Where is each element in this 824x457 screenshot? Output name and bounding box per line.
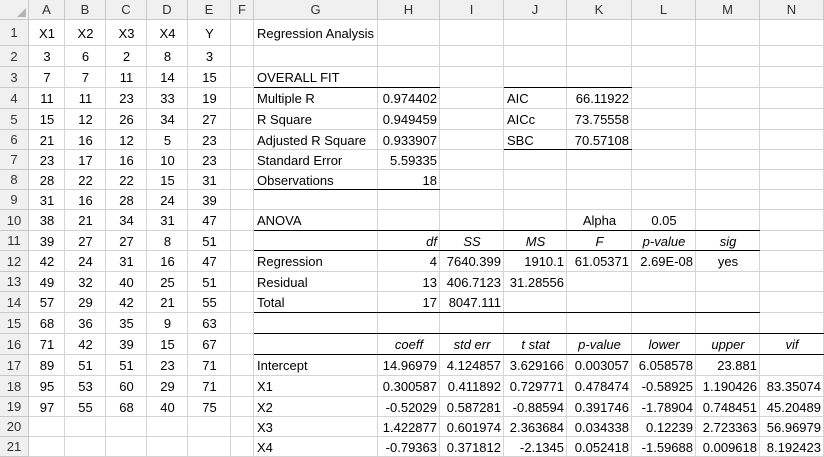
cell-L11[interactable]: p-value (642, 234, 686, 249)
cell-G7[interactable]: Standard Error (257, 153, 343, 168)
cell-C1[interactable]: X3 (118, 26, 135, 41)
column-header-H[interactable]: H (378, 0, 440, 20)
cell-B5[interactable]: 12 (78, 112, 93, 127)
row-header-1[interactable]: 1 (0, 20, 29, 46)
cell-K6[interactable]: 70.57108 (574, 133, 629, 148)
column-header-E[interactable]: E (188, 0, 231, 20)
row-header-19[interactable]: 19 (0, 397, 29, 417)
cell-B15[interactable]: 36 (78, 316, 93, 331)
row-header-7[interactable]: 7 (0, 150, 29, 170)
cell-B16[interactable]: 42 (78, 337, 93, 352)
cell-K10[interactable]: Alpha (582, 213, 617, 228)
cell-B7[interactable]: 17 (78, 153, 93, 168)
cell-N20[interactable]: 56.96979 (766, 420, 821, 435)
cell-J18[interactable]: 0.729771 (509, 379, 564, 394)
cell-J6[interactable]: SBC (507, 133, 534, 148)
column-header-N[interactable]: N (760, 0, 824, 20)
cell-I14[interactable]: 8047.111 (448, 295, 501, 310)
cell-D19[interactable]: 40 (160, 400, 175, 415)
cell-J13[interactable]: 31.28556 (509, 275, 564, 290)
row-header-16[interactable]: 16 (0, 334, 29, 355)
cell-B14[interactable]: 29 (78, 295, 93, 310)
row-header-10[interactable]: 10 (0, 210, 29, 231)
row-header-14[interactable]: 14 (0, 292, 29, 313)
cell-H19[interactable]: -0.52029 (385, 400, 437, 415)
cell-H6[interactable]: 0.933907 (382, 133, 437, 148)
cell-N18[interactable]: 83.35074 (766, 379, 821, 394)
cell-E7[interactable]: 23 (202, 153, 217, 168)
cell-B19[interactable]: 55 (78, 400, 93, 415)
cell-D11[interactable]: 8 (163, 234, 172, 249)
cell-B12[interactable]: 24 (78, 254, 93, 269)
cell-C3[interactable]: 11 (119, 70, 134, 85)
cell-A5[interactable]: 15 (39, 112, 55, 127)
cell-E12[interactable]: 47 (202, 254, 217, 269)
cell-M19[interactable]: 0.748451 (702, 400, 757, 415)
cell-E6[interactable]: 23 (202, 133, 217, 148)
cell-M17[interactable]: 23.881 (717, 358, 757, 373)
cell-H16[interactable]: coeff (394, 337, 424, 352)
row-header-18[interactable]: 18 (0, 376, 29, 397)
cell-G19[interactable]: X2 (257, 400, 273, 415)
cell-C10[interactable]: 34 (119, 213, 134, 228)
cell-K4[interactable]: 66.11922 (575, 91, 629, 106)
row-header-21[interactable]: 21 (0, 437, 29, 457)
cell-J19[interactable]: -0.88594 (512, 400, 564, 415)
cell-D17[interactable]: 23 (160, 358, 175, 373)
column-header-I[interactable]: I (440, 0, 504, 20)
cell-C15[interactable]: 35 (119, 316, 134, 331)
row-header-12[interactable]: 12 (0, 251, 29, 272)
cell-M16[interactable]: upper (711, 337, 745, 352)
cell-C2[interactable]: 2 (122, 49, 131, 64)
cell-I13[interactable]: 406.7123 (446, 275, 501, 290)
column-header-L[interactable]: L (632, 0, 696, 20)
row-header-11[interactable]: 11 (0, 231, 29, 251)
cell-C12[interactable]: 31 (119, 254, 134, 269)
cell-I21[interactable]: 0.371812 (446, 440, 501, 455)
cell-K17[interactable]: 0.003057 (574, 358, 629, 373)
cell-I11[interactable]: SS (463, 234, 481, 249)
cell-A3[interactable]: 7 (43, 70, 51, 85)
cell-C18[interactable]: 60 (119, 379, 134, 394)
cell-K20[interactable]: 0.034338 (574, 420, 629, 435)
cell-D6[interactable]: 5 (163, 133, 172, 148)
cell-G21[interactable]: X4 (257, 440, 273, 455)
cell-E17[interactable]: 71 (202, 358, 217, 373)
cell-E11[interactable]: 51 (202, 234, 217, 249)
cell-B3[interactable]: 7 (81, 70, 90, 85)
cell-E10[interactable]: 47 (202, 213, 217, 228)
cell-B13[interactable]: 32 (78, 275, 93, 290)
cell-E5[interactable]: 27 (202, 112, 217, 127)
cell-C17[interactable]: 51 (119, 358, 134, 373)
cell-M20[interactable]: 2.723363 (702, 420, 757, 435)
cell-D9[interactable]: 24 (160, 193, 175, 208)
cell-N19[interactable]: 45.20489 (766, 400, 821, 415)
cell-H21[interactable]: -0.79363 (385, 440, 437, 455)
cell-L20[interactable]: 0.12239 (646, 420, 693, 435)
cell-G4[interactable]: Multiple R (257, 91, 315, 106)
cell-E8[interactable]: 31 (202, 173, 217, 188)
row-header-9[interactable]: 9 (0, 190, 29, 210)
cell-C14[interactable]: 42 (119, 295, 134, 310)
cell-B10[interactable]: 21 (78, 213, 93, 228)
cell-G20[interactable]: X3 (257, 420, 273, 435)
cell-E3[interactable]: 15 (202, 70, 217, 85)
cell-A19[interactable]: 97 (39, 400, 55, 415)
cell-H20[interactable]: 1.422877 (382, 420, 437, 435)
cell-L10[interactable]: 0.05 (651, 213, 677, 228)
cell-C9[interactable]: 28 (119, 193, 134, 208)
cell-B11[interactable]: 27 (78, 234, 93, 249)
column-header-B[interactable]: B (65, 0, 106, 20)
column-header-J[interactable]: J (504, 0, 567, 20)
cell-G8[interactable]: Observations (257, 173, 334, 188)
cell-E2[interactable]: 3 (205, 49, 214, 64)
cell-D4[interactable]: 33 (160, 91, 175, 106)
cell-E9[interactable]: 39 (202, 193, 217, 208)
cell-D1[interactable]: X4 (159, 26, 176, 41)
cell-A18[interactable]: 95 (39, 379, 55, 394)
cell-L12[interactable]: 2.69E-08 (640, 254, 693, 269)
cell-J16[interactable]: t stat (521, 337, 550, 352)
cell-I17[interactable]: 4.124857 (446, 358, 501, 373)
cell-E15[interactable]: 63 (202, 316, 217, 331)
cell-A14[interactable]: 57 (39, 295, 55, 310)
cell-G12[interactable]: Regression (257, 254, 323, 269)
row-header-5[interactable]: 5 (0, 109, 29, 130)
cell-G10[interactable]: ANOVA (257, 213, 302, 228)
cell-D3[interactable]: 14 (160, 70, 175, 85)
cell-H4[interactable]: 0.974402 (382, 91, 437, 106)
cell-N21[interactable]: 8.192423 (766, 440, 821, 455)
cell-B2[interactable]: 6 (81, 49, 90, 64)
cell-D18[interactable]: 29 (160, 379, 175, 394)
cell-M11[interactable]: sig (719, 234, 737, 249)
row-header-2[interactable]: 2 (0, 46, 29, 67)
cell-D14[interactable]: 21 (160, 295, 175, 310)
cell-H8[interactable]: 18 (422, 173, 437, 188)
row-header-4[interactable]: 4 (0, 88, 29, 109)
cell-C13[interactable]: 40 (119, 275, 134, 290)
cell-A4[interactable]: 11 (40, 91, 54, 106)
cell-B9[interactable]: 16 (78, 193, 93, 208)
cell-E14[interactable]: 55 (202, 295, 217, 310)
cell-H18[interactable]: 0.300587 (382, 379, 437, 394)
row-header-13[interactable]: 13 (0, 272, 29, 292)
cell-D16[interactable]: 15 (160, 337, 175, 352)
cell-L18[interactable]: -0.58925 (641, 379, 693, 394)
cell-B8[interactable]: 22 (78, 173, 93, 188)
cell-D2[interactable]: 8 (163, 49, 172, 64)
cell-H7[interactable]: 5.59335 (390, 153, 437, 168)
cell-D10[interactable]: 31 (160, 213, 175, 228)
cell-G13[interactable]: Residual (257, 275, 308, 290)
cell-I19[interactable]: 0.587281 (446, 400, 501, 415)
cell-E18[interactable]: 71 (202, 379, 217, 394)
cell-C19[interactable]: 68 (119, 400, 134, 415)
column-header-G[interactable]: G (254, 0, 378, 20)
cell-D13[interactable]: 25 (160, 275, 175, 290)
cell-B18[interactable]: 53 (78, 379, 93, 394)
cell-L21[interactable]: -1.59688 (641, 440, 693, 455)
cell-M12[interactable]: yes (717, 254, 739, 269)
row-header-6[interactable]: 6 (0, 130, 29, 150)
cell-L19[interactable]: -1.78904 (641, 400, 693, 415)
cell-C11[interactable]: 27 (119, 234, 134, 249)
cell-J4[interactable]: AIC (507, 91, 529, 106)
cell-H12[interactable]: 4 (429, 254, 437, 269)
cell-A7[interactable]: 23 (39, 153, 55, 168)
cell-E19[interactable]: 75 (202, 400, 217, 415)
row-header-15[interactable]: 15 (0, 313, 29, 334)
cell-A10[interactable]: 38 (39, 213, 55, 228)
cell-A13[interactable]: 49 (39, 275, 55, 290)
cell-K5[interactable]: 73.75558 (574, 112, 629, 127)
cell-K18[interactable]: 0.478474 (574, 379, 629, 394)
cell-K19[interactable]: 0.391746 (574, 400, 629, 415)
cell-A6[interactable]: 21 (39, 133, 55, 148)
cell-G1[interactable]: Regression Analysis (257, 26, 375, 41)
cell-L17[interactable]: 6.058578 (638, 358, 693, 373)
column-header-M[interactable]: M (696, 0, 760, 20)
cell-B17[interactable]: 51 (78, 358, 93, 373)
row-header-3[interactable]: 3 (0, 67, 29, 88)
cell-J21[interactable]: -2.1345 (519, 440, 564, 455)
cell-G5[interactable]: R Square (257, 112, 312, 127)
cell-K11[interactable]: F (595, 234, 604, 249)
column-header-C[interactable]: C (106, 0, 147, 20)
cell-G3[interactable]: OVERALL FIT (257, 70, 340, 85)
cell-N16[interactable]: vif (785, 337, 799, 352)
cell-C5[interactable]: 26 (119, 112, 134, 127)
select-all-corner[interactable] (0, 0, 29, 20)
cell-B4[interactable]: 11 (78, 91, 93, 106)
cell-E1[interactable]: Y (205, 26, 214, 41)
column-header-A[interactable]: A (29, 0, 65, 20)
cell-I12[interactable]: 7640.399 (446, 254, 501, 269)
cell-D8[interactable]: 15 (160, 173, 175, 188)
row-header-20[interactable]: 20 (0, 417, 29, 437)
cell-A1[interactable]: X1 (39, 26, 55, 41)
cell-I18[interactable]: 0.411892 (447, 379, 501, 394)
cell-J20[interactable]: 2.363684 (509, 420, 564, 435)
cell-H5[interactable]: 0.949459 (382, 112, 437, 127)
cell-A11[interactable]: 39 (39, 234, 55, 249)
cell-C8[interactable]: 22 (119, 173, 134, 188)
cell-M18[interactable]: 1.190426 (702, 379, 757, 394)
cell-D7[interactable]: 10 (160, 153, 175, 168)
cell-C6[interactable]: 12 (119, 133, 134, 148)
cell-K12[interactable]: 61.05371 (574, 254, 629, 269)
cell-D12[interactable]: 16 (160, 254, 175, 269)
cell-J11[interactable]: MS (525, 234, 546, 249)
cell-C4[interactable]: 23 (119, 91, 134, 106)
cell-B6[interactable]: 16 (78, 133, 93, 148)
cell-I16[interactable]: std err (453, 337, 491, 352)
cell-J17[interactable]: 3.629166 (509, 358, 564, 373)
cell-K21[interactable]: 0.052418 (574, 440, 629, 455)
cell-H14[interactable]: 17 (422, 295, 437, 310)
cell-D15[interactable]: 9 (163, 316, 172, 331)
cell-H11[interactable]: df (426, 234, 437, 249)
cell-B1[interactable]: X2 (77, 26, 94, 41)
column-header-K[interactable]: K (567, 0, 632, 20)
cell-J12[interactable]: 1910.1 (524, 254, 564, 269)
cell-C7[interactable]: 16 (119, 153, 134, 168)
cell-I20[interactable]: 0.601974 (446, 420, 501, 435)
cell-A8[interactable]: 28 (39, 173, 55, 188)
column-header-D[interactable]: D (147, 0, 188, 20)
cell-E4[interactable]: 19 (202, 91, 217, 106)
cell-A2[interactable]: 3 (43, 49, 51, 64)
cell-J5[interactable]: AICc (507, 112, 536, 127)
cell-A17[interactable]: 89 (39, 358, 55, 373)
cell-G17[interactable]: Intercept (257, 358, 308, 373)
row-header-8[interactable]: 8 (0, 170, 29, 190)
cell-H17[interactable]: 14.96979 (382, 358, 437, 373)
cell-A9[interactable]: 31 (39, 193, 55, 208)
column-header-F[interactable]: F (231, 0, 254, 20)
cell-E16[interactable]: 67 (202, 337, 217, 352)
cell-A16[interactable]: 71 (39, 337, 55, 352)
cell-K16[interactable]: p-value (578, 337, 621, 352)
cell-E13[interactable]: 51 (202, 275, 217, 290)
cell-G14[interactable]: Total (257, 295, 285, 310)
row-header-17[interactable]: 17 (0, 355, 29, 376)
cell-D5[interactable]: 34 (160, 112, 175, 127)
cell-A12[interactable]: 42 (39, 254, 55, 269)
cell-H13[interactable]: 13 (422, 275, 437, 290)
cell-G6[interactable]: Adjusted R Square (257, 133, 367, 148)
cell-A15[interactable]: 68 (39, 316, 55, 331)
cell-G18[interactable]: X1 (257, 379, 273, 394)
cell-M21[interactable]: 0.009618 (702, 440, 757, 455)
cell-C16[interactable]: 39 (119, 337, 134, 352)
cell-L16[interactable]: lower (648, 337, 680, 352)
